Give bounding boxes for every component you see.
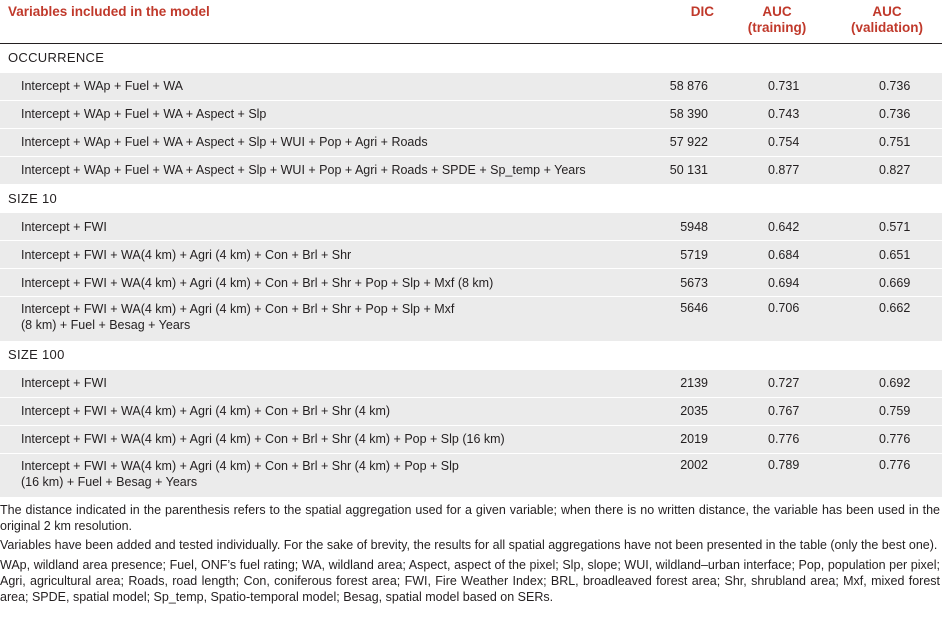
table-row xyxy=(0,241,942,269)
table-row xyxy=(0,425,942,453)
auc-training-cell: 0.767 xyxy=(722,397,832,425)
table-row xyxy=(0,369,942,397)
footnote: WAp, wildland area presence; Fuel, ONF’s fuel rating; WA, wildland area; Aspect, aspect of the pixel; Slp, slope; WUI, wildland–urban interface; Pop, population per pixel; Agri, agricultural area; Roads, road length; Con, coniferous forest area; FWI, Fire Weather Index; BRL, broadleaved forest area; Shr, shrubland area; Mxf, mixed forest area; SPDE, spatial model; Sp_temp, Spatio-temporal model; Besag, spatial model based on SERs. xyxy=(0,557,940,605)
section-title: SIZE 100 xyxy=(8,347,65,362)
table-row xyxy=(0,453,942,497)
table-body xyxy=(0,43,942,497)
table-row xyxy=(0,156,942,184)
variables-cell xyxy=(0,297,650,341)
dic-cell: 58 390 xyxy=(650,100,722,128)
dic-cell: 58 876 xyxy=(650,72,722,100)
auc-validation-cell: 0.669 xyxy=(832,269,942,297)
table-row xyxy=(0,297,942,341)
variables-cell: Intercept + WAp + Fuel + WA xyxy=(0,72,650,100)
dic-cell: 5646 xyxy=(650,297,722,341)
dic-cell: 50 131 xyxy=(650,156,722,184)
auc-validation-cell: 0.759 xyxy=(832,397,942,425)
auc-training-cell: 0.743 xyxy=(722,100,832,128)
table-row xyxy=(0,128,942,156)
header-auc-training-line2: (training) xyxy=(747,20,807,35)
variables-cell xyxy=(0,453,650,497)
auc-validation-cell: 0.736 xyxy=(832,100,942,128)
auc-training-cell: 0.694 xyxy=(722,269,832,297)
variables-cell: Intercept + FWI + WA(4 km) + Agri (4 km) + Con + Brl + Shr xyxy=(0,241,650,269)
table-row xyxy=(0,269,942,297)
auc-training-cell: 0.727 xyxy=(722,369,832,397)
auc-training-cell: 0.684 xyxy=(722,241,832,269)
variables-cell: Intercept + FWI xyxy=(0,369,650,397)
header-variables: Variables included in the model xyxy=(0,0,650,43)
variables-line-1: Intercept + FWI + WA(4 km) + Agri (4 km) + Con + Brl + Shr (4 km) + Pop + Slp xyxy=(21,458,459,473)
variables-cell: Intercept + FWI xyxy=(0,213,650,241)
table-footnotes xyxy=(0,502,940,608)
dic-cell: 5719 xyxy=(650,241,722,269)
dic-cell: 2035 xyxy=(650,397,722,425)
table-row xyxy=(0,100,942,128)
auc-training-cell: 0.776 xyxy=(722,425,832,453)
variables-line-1: Intercept + FWI + WA(4 km) + Agri (4 km) + Con + Brl + Shr + Pop + Slp + Mxf xyxy=(21,302,455,316)
auc-validation-cell: 0.692 xyxy=(832,369,942,397)
auc-validation-cell: 0.776 xyxy=(832,453,942,497)
auc-training-cell: 0.706 xyxy=(722,297,832,341)
dic-cell: 2019 xyxy=(650,425,722,453)
auc-training-cell: 0.731 xyxy=(722,72,832,100)
dic-cell: 57 922 xyxy=(650,128,722,156)
auc-training-cell: 0.877 xyxy=(722,156,832,184)
header-auc-training-line1: AUC xyxy=(762,4,792,19)
dic-cell: 2002 xyxy=(650,453,722,497)
table-row xyxy=(0,213,942,241)
dic-cell: 2139 xyxy=(650,369,722,397)
header-auc-validation-line1: AUC xyxy=(872,4,902,19)
header-auc-validation xyxy=(832,0,942,43)
auc-training-cell: 0.754 xyxy=(722,128,832,156)
auc-validation-cell: 0.776 xyxy=(832,425,942,453)
header-auc-training xyxy=(722,0,832,43)
auc-validation-cell: 0.751 xyxy=(832,128,942,156)
variables-cell: Intercept + FWI + WA(4 km) + Agri (4 km) + Con + Brl + Shr (4 km) + Pop + Slp (16 km) xyxy=(0,425,650,453)
dic-cell: 5948 xyxy=(650,213,722,241)
auc-training-cell: 0.789 xyxy=(722,453,832,497)
section-size-10 xyxy=(0,184,942,213)
auc-validation-cell: 0.662 xyxy=(832,297,942,341)
auc-validation-cell: 0.736 xyxy=(832,72,942,100)
section-title: OCCURRENCE xyxy=(8,50,105,65)
header-auc-validation-line2: (validation) xyxy=(850,20,923,35)
variables-cell: Intercept + WAp + Fuel + WA + Aspect + Slp xyxy=(0,100,650,128)
table-header xyxy=(0,0,942,43)
section-size-100 xyxy=(0,341,942,370)
variables-cell: Intercept + FWI + WA(4 km) + Agri (4 km) + Con + Brl + Shr + Pop + Slp + Mxf (8 km) xyxy=(0,269,650,297)
header-dic: DIC xyxy=(650,0,722,43)
variables-cell: Intercept + FWI + WA(4 km) + Agri (4 km) + Con + Brl + Shr (4 km) xyxy=(0,397,650,425)
dic-cell: 5673 xyxy=(650,269,722,297)
table-row xyxy=(0,72,942,100)
section-occurrence xyxy=(0,43,942,72)
table-row xyxy=(0,397,942,425)
section-title: SIZE 10 xyxy=(8,190,58,206)
variables-line-2: (8 km) + Fuel + Besag + Years xyxy=(21,318,191,332)
variables-line-2: (16 km) + Fuel + Besag + Years xyxy=(21,474,198,489)
footnote: Variables have been added and tested individually. For the sake of brevity, the results for all spatial aggregations have not been presented in the table (only the best one). xyxy=(0,538,938,553)
variables-cell: Intercept + WAp + Fuel + WA + Aspect + Slp + WUI + Pop + Agri + Roads xyxy=(0,128,650,156)
variables-cell: Intercept + WAp + Fuel + WA + Aspect + Slp + WUI + Pop + Agri + Roads + SPDE + Sp_temp + Years xyxy=(0,156,650,184)
footnote: The distance indicated in the parenthesis refers to the spatial aggregation used for a given variable; when there is no written distance, the variable has been used in the original 2 km resolution. xyxy=(0,503,940,534)
auc-validation-cell: 0.571 xyxy=(832,213,942,241)
auc-validation-cell: 0.827 xyxy=(832,156,942,184)
auc-training-cell: 0.642 xyxy=(722,213,832,241)
auc-validation-cell: 0.651 xyxy=(832,241,942,269)
